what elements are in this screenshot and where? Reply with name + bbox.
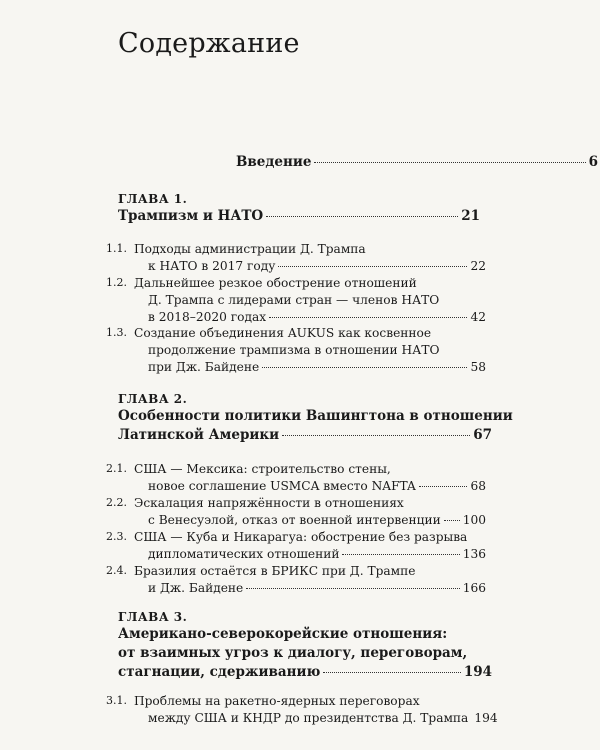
section-number: 3.1. xyxy=(106,694,127,707)
section-page: 42 xyxy=(470,310,486,324)
leader-dots xyxy=(282,435,470,436)
section-number: 2.4. xyxy=(106,564,127,577)
section-line: Создание объединения AUKUS как косвенное xyxy=(134,326,432,340)
leader-dots xyxy=(262,367,467,368)
section-line: Проблемы на ракетно-ядерных переговорах xyxy=(134,694,420,708)
intro-page: 6 xyxy=(588,154,598,170)
section-line: продолжение трампизма в отношении НАТО xyxy=(148,343,440,357)
leader-dots xyxy=(419,486,468,487)
leader-dots xyxy=(444,520,460,521)
chapter-title-line[interactable]: Американо-северокорейские отношения: xyxy=(118,626,448,642)
chapter-page: 21 xyxy=(461,208,480,224)
section-line: к НАТО в 2017 году xyxy=(148,259,276,273)
section-number: 2.2. xyxy=(106,496,127,509)
chapter-title[interactable]: стагнации, сдерживанию 194 xyxy=(118,664,492,680)
page-title: Содержание xyxy=(118,28,300,59)
section-line: США — Мексика: строительство стены, xyxy=(134,462,391,476)
section-line: новое соглашение USMCA вместо NAFTA xyxy=(148,479,416,493)
section-number: 1.1. xyxy=(106,242,127,255)
section-line: с Венесуэлой, отказ от военной интервенции xyxy=(148,513,441,527)
section-line: Подходы администрации Д. Трампа xyxy=(134,242,366,256)
section-page: 136 xyxy=(462,547,486,561)
leader-dots xyxy=(342,554,459,555)
section-line: в 2018–2020 годах xyxy=(148,310,267,324)
leader-dots xyxy=(314,162,585,163)
section-number: 1.2. xyxy=(106,276,127,289)
section-page: 22 xyxy=(470,259,486,273)
chapter-label: ГЛАВА 2. xyxy=(118,392,188,406)
leader-dots xyxy=(323,672,460,673)
chapter-title-line[interactable]: Особенности политики Вашингтона в отношении xyxy=(118,408,513,424)
section-page: 68 xyxy=(470,479,486,493)
section-line: дипломатических отношений xyxy=(148,547,340,561)
section-page: 100 xyxy=(462,513,486,527)
section-line: между США и КНДР до президентства Д. Трампа xyxy=(148,711,469,725)
section-line: и Дж. Байдене xyxy=(148,581,244,595)
section-page: 194 xyxy=(474,711,498,725)
section-line: Д. Трампа с лидерами стран — членов НАТО xyxy=(148,293,440,307)
section-number: 2.3. xyxy=(106,530,127,543)
chapter-page: 194 xyxy=(463,664,492,680)
leader-dots xyxy=(246,588,459,589)
chapter-label: ГЛАВА 3. xyxy=(118,610,188,624)
chapter-label: ГЛАВА 1. xyxy=(118,192,188,206)
section-line: США — Куба и Никарагуа: обострение без разрыва xyxy=(134,530,468,544)
section-line: при Дж. Байдене xyxy=(148,360,260,374)
chapter-title-line[interactable]: от взаимных угроз к диалогу, переговорам, xyxy=(118,645,468,661)
chapter-title[interactable]: Латинской Америки 67 xyxy=(118,427,492,443)
intro-label: Введение xyxy=(236,154,312,170)
leader-dots xyxy=(278,266,467,267)
section-number: 2.1. xyxy=(106,462,127,475)
leader-dots xyxy=(266,216,458,217)
chapter-title[interactable]: Трампизм и НАТО 21 xyxy=(118,208,480,224)
section-number: 1.3. xyxy=(106,326,127,339)
chapter-page: 67 xyxy=(473,427,492,443)
section-page: 58 xyxy=(470,360,486,374)
section-line: Дальнейшее резкое обострение отношений xyxy=(134,276,417,290)
section-line: Эскалация напряжённости в отношениях xyxy=(134,496,404,510)
leader-dots xyxy=(269,317,467,318)
section-line: Бразилия остаётся в БРИКС при Д. Трампе xyxy=(134,564,416,578)
section-page: 166 xyxy=(462,581,486,595)
